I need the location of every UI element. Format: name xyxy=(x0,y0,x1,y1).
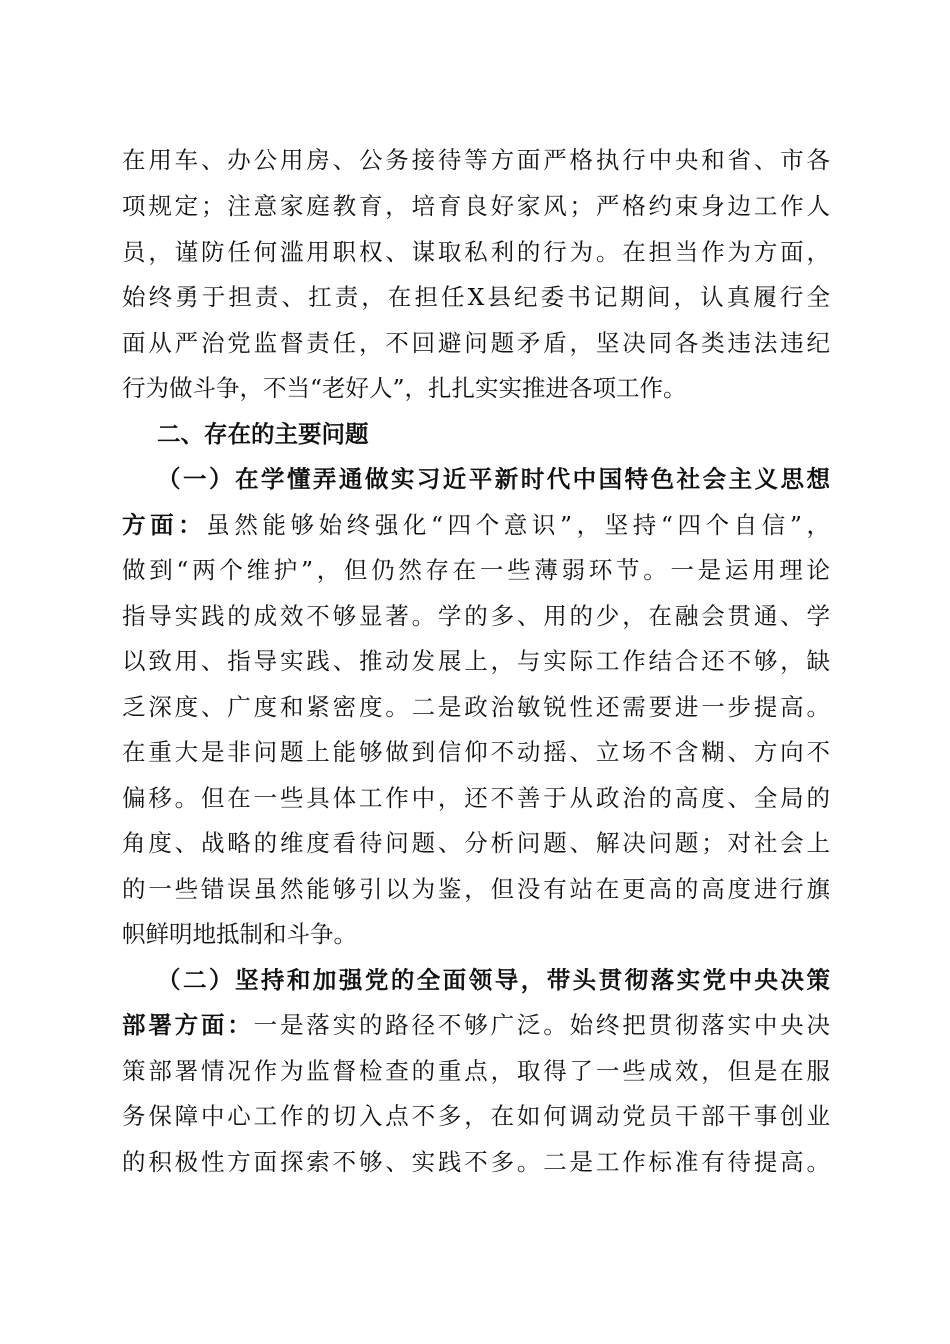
paragraph-line: 乏深度、广度和紧密度。二是政治敏锐性还需要进一步提高。 xyxy=(122,693,830,721)
item-heading-line: （一）在学懂弄通做实习近平新时代中国特色社会主义思想 xyxy=(157,465,830,493)
item-heading-tail: 方面： xyxy=(122,511,207,539)
paragraph-line: 务保障中心工作的切入点不多，在如何调动党员干部干事创业 xyxy=(122,1102,830,1130)
item-heading-tail: 部署方面： xyxy=(122,1011,254,1039)
paragraph-line: 以致用、指导实践、推动发展上，与实际工作结合还不够，缺 xyxy=(122,647,830,675)
paragraph-line: 角度、战略的维度看待问题、分析问题、解决问题；对社会上 xyxy=(122,829,830,857)
paragraph-line: 偏移。但在一些具体工作中，还不善于从政治的高度、全局的 xyxy=(122,784,830,812)
paragraph-line: 行为做斗争，不当“老好人”，扎扎实实推进各项工作。 xyxy=(122,374,687,402)
paragraph-line: 在重大是非问题上能够做到信仰不动摇、立场不含糊、方向不 xyxy=(122,738,830,766)
paragraph-line: 做到“两个维护”，但仍然存在一些薄弱环节。一是运用理论 xyxy=(122,556,830,584)
paragraph-line: 员，谨防任何滥用职权、谋取私利的行为。在担当作为方面， xyxy=(122,238,830,266)
paragraph-line: 指导实践的成效不够显著。学的多、用的少，在融会贯通、学 xyxy=(122,602,830,630)
paragraph-text: 一是落实的路径不够广泛。始终把贯彻落实中央决 xyxy=(253,1011,830,1039)
paragraph-line: 的一些错误虽然能够引以为鉴，但没有站在更高的高度进行旗 xyxy=(122,875,830,903)
paragraph-line xyxy=(122,505,830,545)
paragraph-line: 在用车、办公用房、公务接待等方面严格执行中央和省、市各 xyxy=(122,146,830,174)
paragraph-line: 策部署情况作为监督检查的重点，取得了一些成效，但是在服 xyxy=(122,1057,830,1085)
paragraph-line: 帜鲜明地抵制和斗争。 xyxy=(122,920,357,948)
section-heading: 二、存在的主要问题 xyxy=(157,420,369,448)
paragraph-line: 始终勇于担责、扛责，在担任X县纪委书记期间，认真履行全 xyxy=(122,283,830,311)
paragraph-line xyxy=(122,1005,830,1045)
paragraph-line: 项规定；注意家庭教育，培育良好家风；严格约束身边工作人 xyxy=(122,192,830,220)
paragraph-line: 的积极性方面探索不够、实践不多。二是工作标准有待提高。 xyxy=(122,1148,830,1176)
paragraph-line: 面从严治党监督责任，不回避问题矛盾，坚决同各类违法违纪 xyxy=(122,329,830,357)
paragraph-text: 虽然能够始终强化“四个意识”，坚持“四个自信”， xyxy=(206,511,830,539)
item-heading-line: （二）坚持和加强党的全面领导，带头贯彻落实党中央决策 xyxy=(157,966,830,994)
